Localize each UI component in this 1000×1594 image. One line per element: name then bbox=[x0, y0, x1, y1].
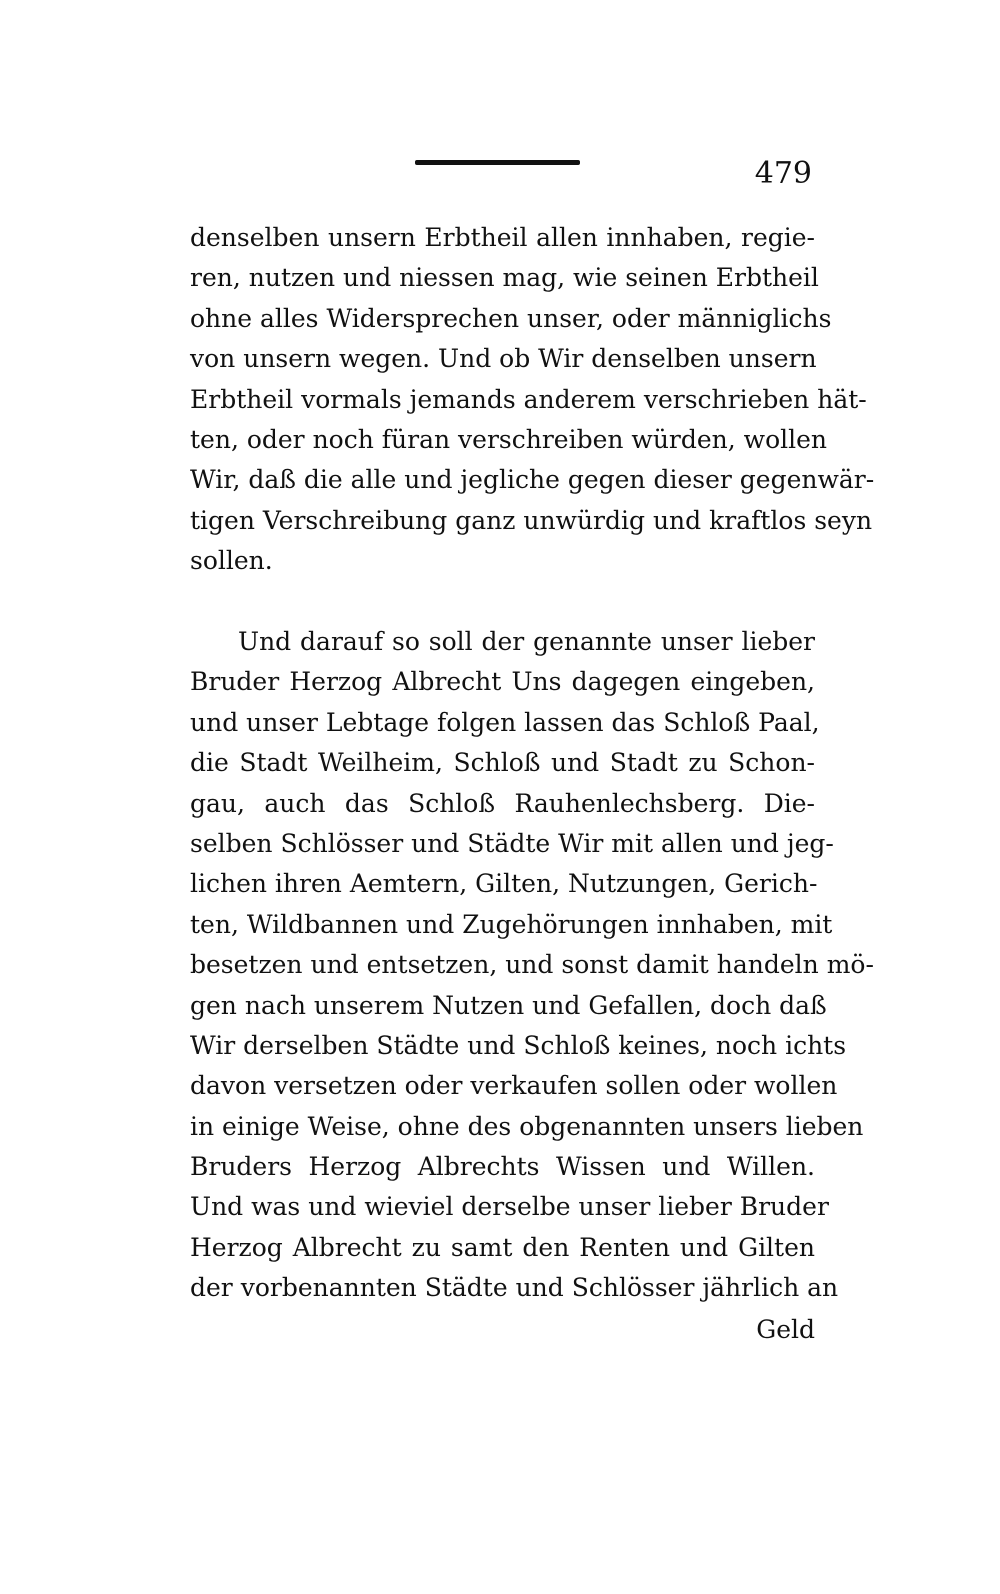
text-line: in einige Weise, ohne des obgenannten unsers lieben bbox=[190, 1111, 864, 1141]
header-rule bbox=[415, 160, 580, 165]
text-line: und unser Lebtage folgen lassen das Schloß Paal, bbox=[190, 707, 820, 737]
text-line: der vorbenannten Städte und Schlösser jährlich an bbox=[190, 1273, 839, 1303]
paragraph-1 bbox=[190, 218, 875, 582]
text-line: Wir derselben Städte und Schloß keines, noch ichts bbox=[190, 1030, 847, 1060]
text-line: die Stadt Weilheim, Schloß und Stadt zu Schon- bbox=[190, 748, 815, 778]
text-line: sollen. bbox=[190, 546, 273, 576]
page-number: 479 bbox=[754, 156, 812, 191]
text-line: ohne alles Widersprechen unser, oder männiglichs bbox=[190, 303, 832, 333]
text-line: Herzog Albrecht zu samt den Renten und Gilten bbox=[190, 1232, 815, 1262]
text-line: gen nach unserem Nutzen und Gefallen, doch daß bbox=[190, 990, 827, 1020]
text-line: davon versetzen oder verkaufen sollen oder wollen bbox=[190, 1071, 838, 1101]
text-line: denselben unsern Erbtheil allen innhaben, regie- bbox=[190, 223, 815, 252]
text-line: Bruder Herzog Albrecht Uns dagegen eingeben, bbox=[190, 667, 815, 697]
paragraph-2 bbox=[190, 622, 874, 1309]
text-line: tigen Verschreibung ganz unwürdig und kraftlos seyn bbox=[190, 505, 873, 535]
text-line: gau, auch das Schloß Rauhenlechsberg. Die- bbox=[190, 788, 815, 818]
text-line: Und darauf so soll der genannte unser lieber bbox=[238, 627, 815, 656]
text-line: Und was und wieviel derselbe unser lieber Bruder bbox=[190, 1192, 829, 1222]
text-line: von unsern wegen. Und ob Wir denselben unsern bbox=[190, 344, 817, 374]
text-line: ren, nutzen und niessen mag, wie seinen Erbtheil bbox=[190, 263, 819, 293]
text-line: ten, oder noch füran verschreiben würden, wollen bbox=[190, 424, 828, 454]
catchword: Geld bbox=[756, 1315, 815, 1344]
text-line: Bruders Herzog Albrechts Wissen und Willen. bbox=[190, 1152, 815, 1182]
text-line: Erbtheil vormals jemands anderem verschrieben hät- bbox=[190, 384, 867, 414]
text-line: Wir, daß die alle und jegliche gegen dieser gegenwär- bbox=[190, 465, 875, 495]
text-line: besetzen und entsetzen, und sonst damit handeln mö- bbox=[190, 950, 874, 980]
text-line: selben Schlösser und Städte Wir mit allen und jeg- bbox=[190, 828, 834, 858]
text-line: ten, Wildbannen und Zugehörungen innhaben, mit bbox=[190, 909, 833, 939]
text-line: lichen ihren Aemtern, Gilten, Nutzungen, Gerich- bbox=[190, 869, 818, 899]
